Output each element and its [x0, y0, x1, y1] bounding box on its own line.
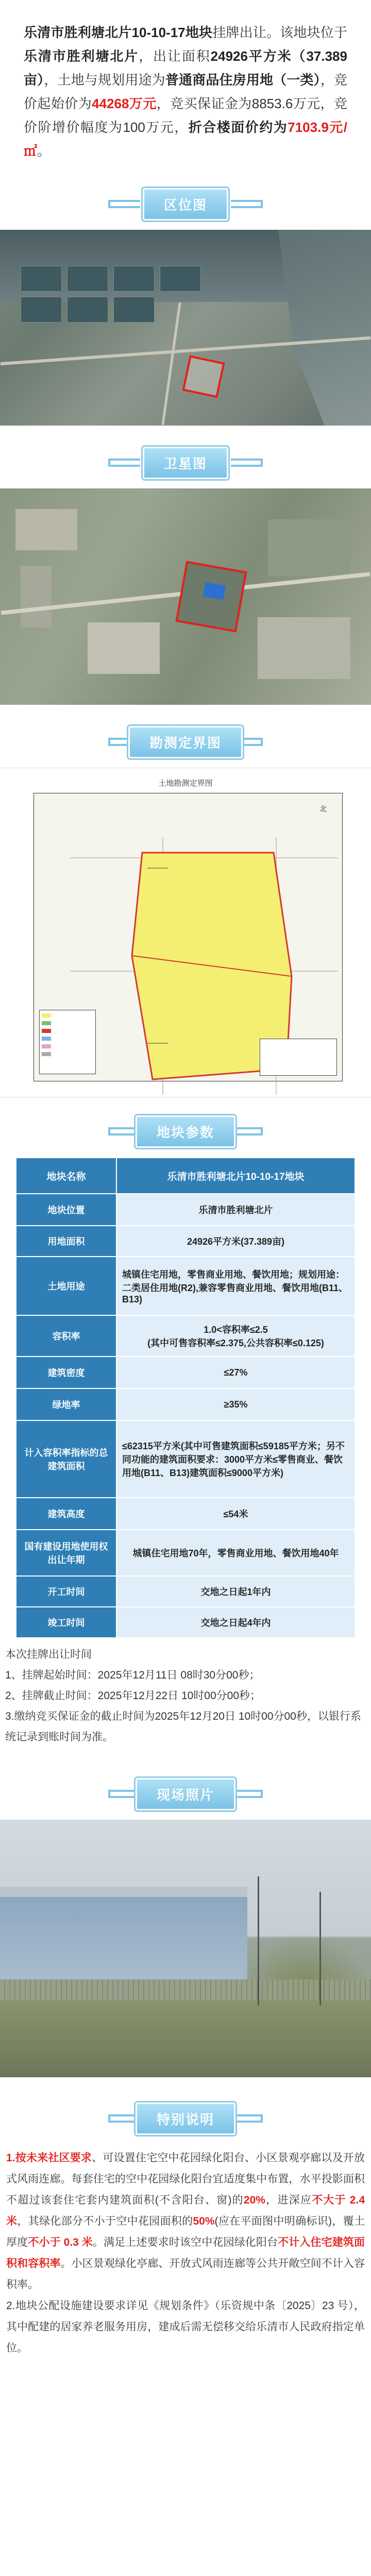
- section-header-survey: 勘测定界图: [0, 716, 371, 768]
- schedule-heading: 本次挂牌出让时间: [5, 1649, 92, 1660]
- parcel-marker-satellite: [175, 561, 247, 632]
- parcel-marker: [182, 355, 225, 398]
- table-row: 国有建设用地使用权出让年期 城镇住宅用地70年，零售商业用地、餐饮用地40年: [16, 1530, 355, 1576]
- section-header-notes: 特别说明: [0, 2093, 371, 2144]
- table-row: 用地面积 24926平方米(37.389亩): [16, 1226, 355, 1257]
- section-header-params: 地块参数: [0, 1106, 371, 1157]
- table-row: 开工时间 交地之日起1年内: [16, 1576, 355, 1607]
- parcel-name: 乐清市胜利塘北片10-10-17地块: [24, 25, 213, 40]
- note-1: 1.按未来社区要求、可设置住宅空中花园绿化阳台、小区景观亭廊以及开放式风雨连廊。每套住宅的空中花园绿化阳台宜适度集中布置，水平投影面积不超过该套住宅套内建筑面积(不含阳台、窗)的20%，进深应不大于 2.4米，其绿化部分不小于空中花园面积的50%(应在平面图中明确标识)，覆土厚度不小于 0.3 米。满足上述要求时该空中花园绿化阳台不计入住宅建筑面积和容积率。小区景观绿化亭廊、开放式风雨连廊等公共开敞空间不计入容积率。: [6, 2152, 365, 2291]
- special-notes: [0, 2144, 371, 2359]
- section-header-location: 区位图: [0, 178, 371, 230]
- north-arrow: 北: [319, 805, 327, 813]
- section-header-satellite: 卫星图: [0, 437, 371, 488]
- map-info-box: [260, 1039, 337, 1076]
- location-map: [0, 230, 371, 426]
- table-row: 容积率 1.0<容积率≤2.5 (其中可售容积率≤2.375,公共容积率≤0.125): [16, 1315, 355, 1357]
- satellite-map: [0, 488, 371, 705]
- map-legend: [39, 1010, 96, 1074]
- parcel-parameters-table: [15, 1157, 356, 1638]
- table-row: 绿地率 ≥35%: [16, 1388, 355, 1420]
- floor-price: 7103.9元/㎡: [24, 120, 347, 159]
- table-row: 计入容积率指标的总建筑面积 ≤62315平方米(其中可售建筑面积≤59185平方米；另不同功能的建筑面积要求：3000平方米≤零售商业、餐饮用地(B11、B13)建筑面积≤9000平方米): [16, 1420, 355, 1498]
- table-row: 地块位置 乐清市胜利塘北片: [16, 1194, 355, 1226]
- note-2: 2.地块公配设施建设要求详见《规划条件》（乐资规中条〔2025〕23 号），其中配建的居家养老服务用房，建成后需无偿移交给乐清市人民政府指定单位。: [6, 2300, 365, 2354]
- site-photo: [0, 1820, 371, 2077]
- intro-paragraph: 乐清市胜利塘北片10-10-17地块挂牌出让。该地块位于乐清市胜利塘北片，出让面积24926平方米（37.389亩），土地与规划用途为普通商品住房用地（一类），竞价起始价为44268万元，竞买保证金为8853.6万元，竞价阶增价幅度为100万元，折合楼面价约为7103.9元/㎡。: [24, 25, 347, 159]
- start-price: 44268万元: [92, 96, 157, 111]
- schedule: 本次挂牌出让时间 1、挂牌起始时间：2025年12月11日 08时30分00秒； 2、挂牌截止时间：2025年12月22日 10时00分00秒； 3.缴纳竞买保证金的截止时间为2025年12月20日 10时00分00秒，以银行系统记录到账时间为准。: [0, 1638, 371, 1748]
- survey-map: [0, 768, 371, 1097]
- survey-title: 土地勘测定界图: [158, 779, 213, 788]
- table-row: 土地用途 城镇住宅用地，零售商业用地、餐饮用地；规划用途：二类居住用地(R2),兼容零售商业用地、餐饮用地(B11、B13): [16, 1257, 355, 1315]
- table-row: 竣工时间 交地之日起4年内: [16, 1607, 355, 1638]
- table-row: 地块名称 乐清市胜利塘北片10-10-17地块: [16, 1158, 355, 1194]
- table-row: 建筑密度 ≤27%: [16, 1357, 355, 1388]
- section-header-photo: 现场照片: [0, 1768, 371, 1820]
- table-row: 建筑高度 ≤54米: [16, 1498, 355, 1530]
